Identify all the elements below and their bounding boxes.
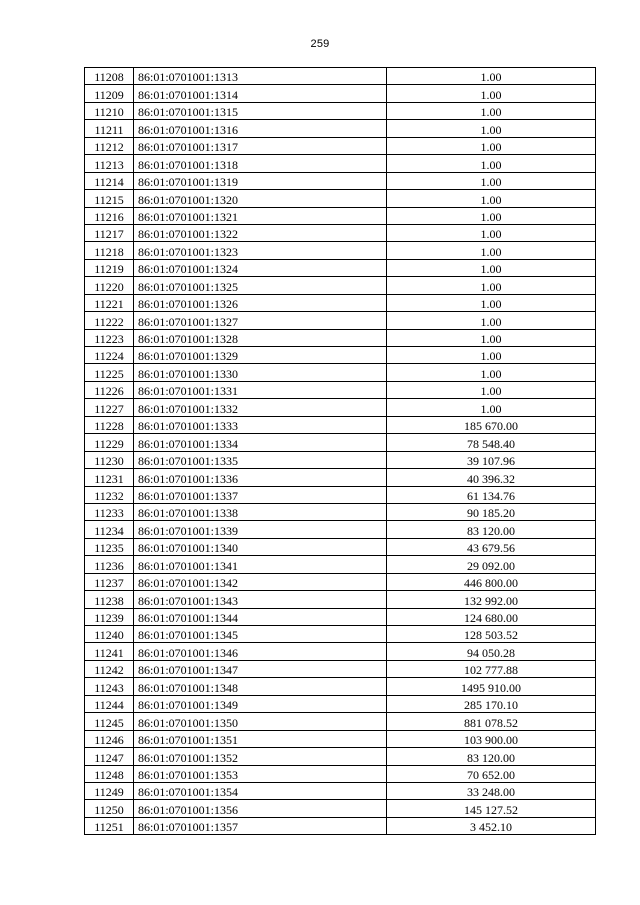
table-row: [85, 68, 596, 85]
value-cell: 446 800.00: [387, 573, 596, 590]
value-cell: 1.00: [387, 294, 596, 311]
row-number-cell: 11222: [85, 312, 134, 329]
value-cell: 128 503.52: [387, 626, 596, 643]
row-number-cell: 11240: [85, 626, 134, 643]
value-cell: 1.00: [387, 120, 596, 137]
cadastral-number-cell: 86:01:0701001:1357: [134, 817, 387, 834]
cadastral-number-cell: 86:01:0701001:1320: [134, 190, 387, 207]
row-number-cell: 11244: [85, 695, 134, 712]
cadastral-number-cell: 86:01:0701001:1351: [134, 730, 387, 747]
row-number-cell: 11246: [85, 730, 134, 747]
table-row: [85, 730, 596, 747]
cadastral-number-cell: 86:01:0701001:1315: [134, 102, 387, 119]
cadastral-number-cell: 86:01:0701001:1334: [134, 434, 387, 451]
cadastral-number-cell: 86:01:0701001:1326: [134, 294, 387, 311]
cadastral-number-cell: 86:01:0701001:1335: [134, 451, 387, 468]
table-row: [85, 643, 596, 660]
table-row: [85, 748, 596, 765]
value-cell: 29 092.00: [387, 556, 596, 573]
table-row: [85, 102, 596, 119]
cadastral-number-cell: 86:01:0701001:1314: [134, 85, 387, 102]
value-cell: 1.00: [387, 242, 596, 259]
cadastral-number-cell: 86:01:0701001:1341: [134, 556, 387, 573]
table-row: [85, 312, 596, 329]
cadastral-number-cell: 86:01:0701001:1344: [134, 608, 387, 625]
table-row: [85, 573, 596, 590]
table-row: [85, 277, 596, 294]
row-number-cell: 11250: [85, 800, 134, 817]
table-row: [85, 155, 596, 172]
value-cell: 33 248.00: [387, 782, 596, 799]
row-number-cell: 11239: [85, 608, 134, 625]
value-cell: 145 127.52: [387, 800, 596, 817]
table-row: [85, 416, 596, 433]
cadastral-number-cell: 86:01:0701001:1317: [134, 137, 387, 154]
cadastral-number-cell: 86:01:0701001:1352: [134, 748, 387, 765]
cadastral-value-table: [84, 67, 596, 835]
table-row: [85, 469, 596, 486]
cadastral-number-cell: 86:01:0701001:1338: [134, 503, 387, 520]
row-number-cell: 11210: [85, 102, 134, 119]
cadastral-number-cell: 86:01:0701001:1333: [134, 416, 387, 433]
value-cell: 1.00: [387, 399, 596, 416]
table-row: [85, 364, 596, 381]
row-number-cell: 11243: [85, 678, 134, 695]
row-number-cell: 11215: [85, 190, 134, 207]
row-number-cell: 11237: [85, 573, 134, 590]
table-row: [85, 207, 596, 224]
value-cell: 1.00: [387, 259, 596, 276]
table-row: [85, 259, 596, 276]
cadastral-number-cell: 86:01:0701001:1327: [134, 312, 387, 329]
table-row: [85, 695, 596, 712]
value-cell: 94 050.28: [387, 643, 596, 660]
row-number-cell: 11229: [85, 434, 134, 451]
cadastral-number-cell: 86:01:0701001:1348: [134, 678, 387, 695]
value-cell: 1.00: [387, 85, 596, 102]
value-cell: 40 396.32: [387, 469, 596, 486]
page-number: 259: [310, 38, 330, 50]
value-cell: 83 120.00: [387, 521, 596, 538]
cadastral-number-cell: 86:01:0701001:1354: [134, 782, 387, 799]
row-number-cell: 11233: [85, 503, 134, 520]
table-row: [85, 713, 596, 730]
table-row: [85, 660, 596, 677]
row-number-cell: 11216: [85, 207, 134, 224]
cadastral-number-cell: 86:01:0701001:1322: [134, 224, 387, 241]
value-cell: 1.00: [387, 329, 596, 346]
table-row: [85, 626, 596, 643]
table-row: [85, 137, 596, 154]
table-row: [85, 678, 596, 695]
value-cell: 90 185.20: [387, 503, 596, 520]
row-number-cell: 11245: [85, 713, 134, 730]
row-number-cell: 11230: [85, 451, 134, 468]
cadastral-number-cell: 86:01:0701001:1330: [134, 364, 387, 381]
cadastral-number-cell: 86:01:0701001:1318: [134, 155, 387, 172]
row-number-cell: 11209: [85, 85, 134, 102]
table-row: [85, 172, 596, 189]
table-row: [85, 434, 596, 451]
table-row: [85, 800, 596, 817]
table-row: [85, 329, 596, 346]
row-number-cell: 11224: [85, 347, 134, 364]
row-number-cell: 11226: [85, 381, 134, 398]
value-cell: 43 679.56: [387, 538, 596, 555]
value-cell: 1.00: [387, 172, 596, 189]
row-number-cell: 11234: [85, 521, 134, 538]
table-row: [85, 556, 596, 573]
cadastral-number-cell: 86:01:0701001:1350: [134, 713, 387, 730]
value-cell: 3 452.10: [387, 817, 596, 834]
row-number-cell: 11232: [85, 486, 134, 503]
value-cell: 39 107.96: [387, 451, 596, 468]
table-row: [85, 782, 596, 799]
cadastral-number-cell: 86:01:0701001:1353: [134, 765, 387, 782]
cadastral-number-cell: 86:01:0701001:1331: [134, 381, 387, 398]
row-number-cell: 11223: [85, 329, 134, 346]
value-cell: 1.00: [387, 224, 596, 241]
row-number-cell: 11213: [85, 155, 134, 172]
value-cell: 78 548.40: [387, 434, 596, 451]
value-cell: 1.00: [387, 155, 596, 172]
row-number-cell: 11249: [85, 782, 134, 799]
row-number-cell: 11220: [85, 277, 134, 294]
cadastral-number-cell: 86:01:0701001:1336: [134, 469, 387, 486]
cadastral-number-cell: 86:01:0701001:1339: [134, 521, 387, 538]
cadastral-number-cell: 86:01:0701001:1323: [134, 242, 387, 259]
row-number-cell: 11208: [85, 68, 134, 85]
value-cell: 132 992.00: [387, 591, 596, 608]
row-number-cell: 11231: [85, 469, 134, 486]
row-number-cell: 11211: [85, 120, 134, 137]
value-cell: 1.00: [387, 68, 596, 85]
value-cell: 1.00: [387, 190, 596, 207]
cadastral-number-cell: 86:01:0701001:1343: [134, 591, 387, 608]
table-row: [85, 608, 596, 625]
value-cell: 1495 910.00: [387, 678, 596, 695]
row-number-cell: 11241: [85, 643, 134, 660]
value-cell: 185 670.00: [387, 416, 596, 433]
cadastral-number-cell: 86:01:0701001:1329: [134, 347, 387, 364]
row-number-cell: 11236: [85, 556, 134, 573]
cadastral-number-cell: 86:01:0701001:1328: [134, 329, 387, 346]
row-number-cell: 11217: [85, 224, 134, 241]
cadastral-number-cell: 86:01:0701001:1345: [134, 626, 387, 643]
value-cell: 1.00: [387, 312, 596, 329]
table-row: [85, 486, 596, 503]
table-row: [85, 451, 596, 468]
cadastral-number-cell: 86:01:0701001:1316: [134, 120, 387, 137]
cadastral-number-cell: 86:01:0701001:1319: [134, 172, 387, 189]
table-row: [85, 817, 596, 834]
value-cell: 103 900.00: [387, 730, 596, 747]
table-row: [85, 224, 596, 241]
table-row: [85, 399, 596, 416]
value-cell: 1.00: [387, 102, 596, 119]
row-number-cell: 11219: [85, 259, 134, 276]
row-number-cell: 11225: [85, 364, 134, 381]
table-row: [85, 85, 596, 102]
cadastral-number-cell: 86:01:0701001:1325: [134, 277, 387, 294]
row-number-cell: 11212: [85, 137, 134, 154]
cadastral-number-cell: 86:01:0701001:1346: [134, 643, 387, 660]
row-number-cell: 11227: [85, 399, 134, 416]
table-row: [85, 190, 596, 207]
table-row: [85, 381, 596, 398]
value-cell: 1.00: [387, 364, 596, 381]
value-cell: 61 134.76: [387, 486, 596, 503]
table-row: [85, 347, 596, 364]
table-row: [85, 242, 596, 259]
cadastral-number-cell: 86:01:0701001:1349: [134, 695, 387, 712]
row-number-cell: 11238: [85, 591, 134, 608]
row-number-cell: 11247: [85, 748, 134, 765]
row-number-cell: 11248: [85, 765, 134, 782]
cadastral-number-cell: 86:01:0701001:1337: [134, 486, 387, 503]
cadastral-number-cell: 86:01:0701001:1321: [134, 207, 387, 224]
value-cell: 70 652.00: [387, 765, 596, 782]
table-row: [85, 521, 596, 538]
value-cell: 285 170.10: [387, 695, 596, 712]
value-cell: 1.00: [387, 381, 596, 398]
value-cell: 1.00: [387, 277, 596, 294]
cadastral-number-cell: 86:01:0701001:1356: [134, 800, 387, 817]
table-row: [85, 591, 596, 608]
row-number-cell: 11242: [85, 660, 134, 677]
row-number-cell: 11235: [85, 538, 134, 555]
value-cell: 1.00: [387, 207, 596, 224]
table-row: [85, 765, 596, 782]
table-row: [85, 294, 596, 311]
cadastral-number-cell: 86:01:0701001:1340: [134, 538, 387, 555]
value-cell: 102 777.88: [387, 660, 596, 677]
cadastral-number-cell: 86:01:0701001:1342: [134, 573, 387, 590]
value-cell: 881 078.52: [387, 713, 596, 730]
value-cell: 1.00: [387, 347, 596, 364]
value-cell: 124 680.00: [387, 608, 596, 625]
row-number-cell: 11228: [85, 416, 134, 433]
cadastral-number-cell: 86:01:0701001:1324: [134, 259, 387, 276]
value-cell: 1.00: [387, 137, 596, 154]
cadastral-number-cell: 86:01:0701001:1313: [134, 68, 387, 85]
cadastral-number-cell: 86:01:0701001:1347: [134, 660, 387, 677]
table-body: [85, 68, 596, 835]
row-number-cell: 11214: [85, 172, 134, 189]
row-number-cell: 11251: [85, 817, 134, 834]
row-number-cell: 11221: [85, 294, 134, 311]
row-number-cell: 11218: [85, 242, 134, 259]
table-row: [85, 120, 596, 137]
cadastral-number-cell: 86:01:0701001:1332: [134, 399, 387, 416]
table-row: [85, 538, 596, 555]
value-cell: 83 120.00: [387, 748, 596, 765]
table-row: [85, 503, 596, 520]
